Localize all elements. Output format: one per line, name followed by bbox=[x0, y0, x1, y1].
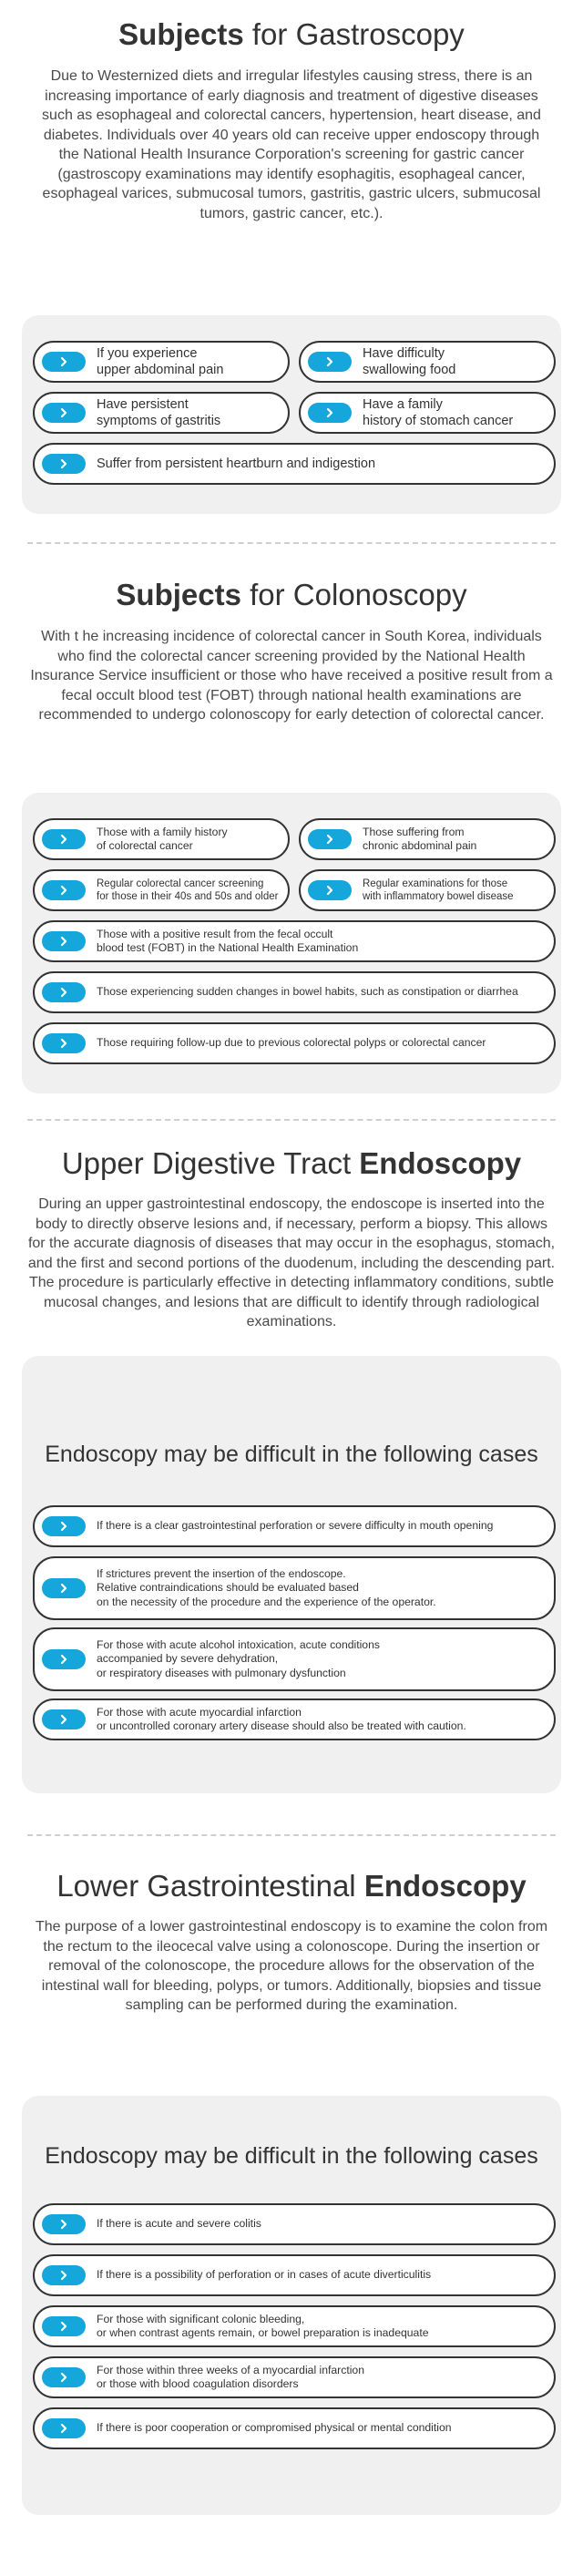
list-item-label: If there is poor cooperation or compromised physical or mental condition bbox=[97, 2421, 452, 2435]
list-item-label: For those with significant colonic bleeding, or when contrast agents remain, or bowel preparation is inadequate bbox=[97, 2312, 429, 2339]
list-item bbox=[299, 392, 556, 434]
chevron-right-icon bbox=[308, 403, 352, 423]
chevron-right-icon bbox=[42, 454, 86, 474]
list-item-label: Regular colorectal cancer screening for those in their 40s and 50s and older bbox=[97, 877, 279, 902]
chevron-right-icon bbox=[42, 1649, 86, 1669]
chevron-right-icon bbox=[42, 2367, 86, 2387]
list-item bbox=[33, 2356, 556, 2398]
list-item-label: Suffer from persistent heartburn and indigestion bbox=[97, 456, 376, 471]
list-item bbox=[33, 1627, 556, 1691]
list-item-label: If strictures prevent the insertion of the endoscope. Relative contraindications should be evaluated based on the necessity of the procedure and the experience of the operator. bbox=[97, 1567, 436, 1608]
colonoscopy-subjects-box bbox=[22, 793, 561, 1093]
colonoscopy-title: Subjects for Colonoscopy bbox=[116, 578, 467, 611]
list-item bbox=[33, 2203, 556, 2245]
section-divider bbox=[27, 542, 556, 544]
list-item-label: If there is acute and severe colitis bbox=[97, 2217, 261, 2231]
chevron-right-icon bbox=[42, 403, 86, 423]
list-item-label: For those with acute myocardial infarction or uncontrolled coronary artery disease should also be treated with caution. bbox=[97, 1705, 466, 1732]
chevron-right-icon bbox=[42, 1709, 86, 1729]
list-item-label: Those with a positive result from the fecal occult blood test (FOBT) in the National Health Examination bbox=[97, 927, 359, 954]
chevron-right-icon bbox=[42, 1516, 86, 1536]
list-item-label: Those experiencing sudden changes in bowel habits, such as constipation or diarrhea bbox=[97, 985, 518, 999]
chevron-right-icon bbox=[308, 829, 352, 849]
colonoscopy-description: With t he increasing incidence of colorectal cancer in South Korea, individuals who find the colorectal cancer screening provided by the National Health Insurance Service insufficient or those who have received a positive result from a fecal occult blood test (FOBT) through national health examinations are recommended to undergo colonoscopy for early detection of colorectal cancer. bbox=[30, 629, 553, 723]
upper-endoscopy-title: Upper Digestive Tract Endoscopy bbox=[61, 1146, 522, 1180]
chevron-right-icon bbox=[42, 1033, 86, 1053]
list-item bbox=[33, 1505, 556, 1547]
chevron-right-icon bbox=[42, 2265, 86, 2285]
list-item-label: For those with acute alcohol intoxication, acute conditions accompanied by severe dehydration, or respiratory diseases with pulmonary dysfunction bbox=[97, 1638, 380, 1679]
chevron-right-icon bbox=[42, 982, 86, 1002]
upper-endoscopy-section bbox=[0, 1145, 583, 1332]
list-item bbox=[33, 1556, 556, 1620]
list-item bbox=[33, 341, 290, 383]
list-item bbox=[33, 971, 556, 1013]
chevron-right-icon bbox=[308, 352, 352, 372]
list-item bbox=[299, 341, 556, 383]
chevron-right-icon bbox=[308, 880, 352, 900]
list-item bbox=[33, 2305, 556, 2347]
list-item-label: Have a family history of stomach cancer bbox=[363, 396, 514, 428]
section-divider bbox=[27, 1834, 556, 1836]
upper-difficult-cases-box bbox=[22, 1356, 561, 1793]
lower-difficult-cases-box bbox=[22, 2096, 561, 2515]
list-item-label: If there is a clear gastrointestinal perforation or severe difficulty in mouth opening bbox=[97, 1519, 494, 1533]
list-item bbox=[33, 920, 556, 962]
list-item-label: Regular examinations for those with inflammatory bowel disease bbox=[363, 877, 514, 902]
list-item-label: Have difficulty swallowing food bbox=[363, 345, 456, 377]
list-item bbox=[299, 869, 556, 911]
list-item bbox=[299, 818, 556, 860]
chevron-right-icon bbox=[42, 829, 86, 849]
chevron-right-icon bbox=[42, 880, 86, 900]
list-item-label: If there is a possibility of perforation or in cases of acute diverticulitis bbox=[97, 2268, 432, 2282]
list-item bbox=[33, 2254, 556, 2296]
list-item bbox=[33, 1022, 556, 1064]
chevron-right-icon bbox=[42, 352, 86, 372]
list-item bbox=[33, 869, 290, 911]
section-divider bbox=[27, 1119, 556, 1121]
lower-difficult-cases-title: Endoscopy may be difficult in the following cases bbox=[45, 2143, 538, 2169]
chevron-right-icon bbox=[42, 2214, 86, 2234]
list-item-label: For those within three weeks of a myocardial infarction or those with blood coagulation disorders bbox=[97, 2363, 364, 2390]
lower-endoscopy-section bbox=[0, 1868, 583, 2016]
list-item bbox=[33, 818, 290, 860]
chevron-right-icon bbox=[42, 931, 86, 951]
lower-endoscopy-title: Lower Gastrointestinal Endoscopy bbox=[56, 1869, 527, 1903]
list-item bbox=[33, 2407, 556, 2449]
upper-endoscopy-description: During an upper gastrointestinal endoscopy, the endoscope is inserted into the body to directly observe lesions and, if necessary, perform a biopsy. This allows for the accurate diagnosis of diseases that may occur in the esophagus, stomach, and the first and second portions of the duodenum, including the descending part. The procedure is particularly effective in detecting inflammatory conditions, subtle mucosal changes, and lesions that are difficult to identify through radiological examinations. bbox=[27, 1196, 556, 1329]
chevron-right-icon bbox=[42, 2316, 86, 2336]
chevron-right-icon bbox=[42, 1578, 86, 1598]
colonoscopy-section bbox=[0, 577, 583, 725]
list-item bbox=[33, 443, 556, 485]
chevron-right-icon bbox=[42, 2418, 86, 2438]
list-item bbox=[33, 1699, 556, 1740]
gastroscopy-title: Subjects for Gastroscopy bbox=[118, 17, 465, 51]
list-item-label: Those suffering from chronic abdominal pain bbox=[363, 825, 477, 852]
upper-difficult-cases-title: Endoscopy may be difficult in the following cases bbox=[45, 1442, 538, 1467]
gastroscopy-subjects-box bbox=[22, 315, 561, 514]
lower-endoscopy-description: The purpose of a lower gastrointestinal endoscopy is to examine the colon from the rectum to the ileocecal valve using a colonoscope. During the insertion or removal of the colonoscope, the procedure allows for the observation of the intestinal wall for bleeding, polyps, or tumors. Additionally, biopsies and tissue sampling can be performed during the examination. bbox=[35, 1919, 548, 2013]
list-item-label: Have persistent symptoms of gastritis bbox=[97, 396, 221, 428]
gastroscopy-description: Due to Westernized diets and irregular lifestyles causing stress, there is an increasing importance of early diagnosis and treatment of digestive diseases such as esophageal and colorectal cancers, hypertension, heart disease, and diabetes. Individuals over 40 years old can receive upper endoscopy through the National Health Insurance Corporation's screening for gastric cancer (gastroscopy examinations may identify esophagitis, esophageal cancer, esophageal varices, submucosal tumors, gastritis, gastric ulcers, submucosal tumors, gastric cancer, etc.). bbox=[42, 68, 541, 221]
list-item bbox=[33, 392, 290, 434]
list-item-label: Those requiring follow-up due to previous colorectal polyps or colorectal cancer bbox=[97, 1036, 486, 1050]
list-item-label: If you experience upper abdominal pain bbox=[97, 345, 224, 377]
list-item-label: Those with a family history of colorectal cancer bbox=[97, 825, 228, 852]
gastroscopy-section bbox=[0, 16, 583, 223]
